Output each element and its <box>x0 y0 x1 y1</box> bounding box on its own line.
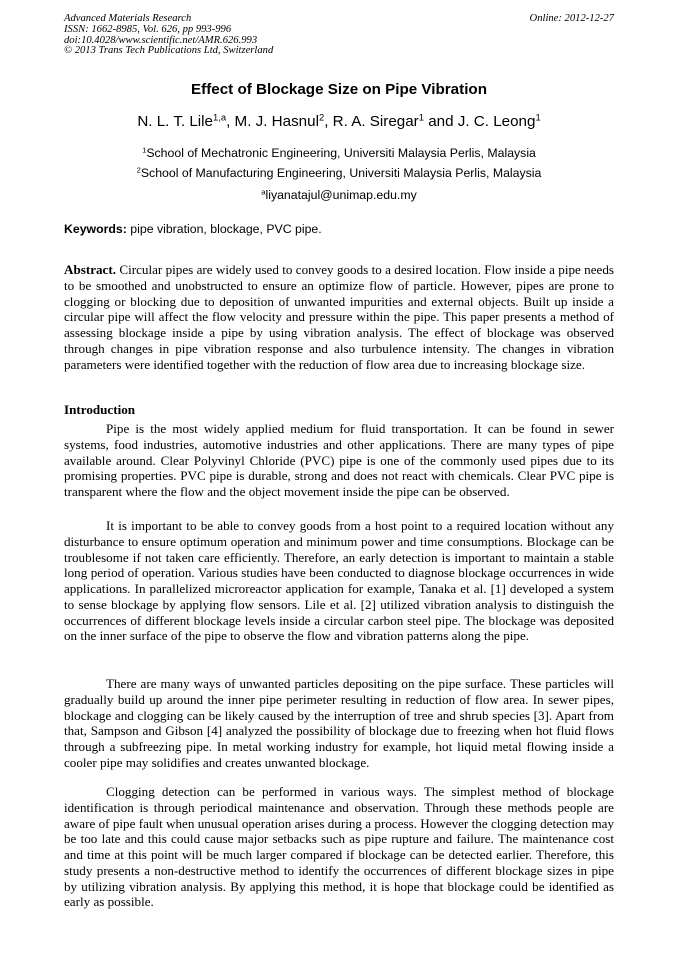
author-affil-sup: 1 <box>535 111 541 123</box>
online-date: Online: 2012-12-27 <box>529 13 614 24</box>
author-affil-sup: 1 <box>418 111 424 123</box>
author-list <box>0 113 678 130</box>
author-name: R. A. Siregar <box>332 113 419 130</box>
doi-link[interactable]: doi:10.4028/www.scientific.net/AMR.626.993 <box>64 34 258 46</box>
affiliation-text: School of Manufacturing Engineering, Universiti Malaysia Perlis, Malaysia <box>140 166 542 180</box>
affiliation-sup: 1 <box>142 145 147 155</box>
keywords-label: Keywords: <box>64 222 127 236</box>
author-name: M. J. Hasnul <box>234 113 319 130</box>
abstract <box>64 262 614 372</box>
author-affil-sup: 2 <box>318 111 325 123</box>
corresponding-email <box>0 188 678 202</box>
section-heading-introduction: Introduction <box>64 402 136 417</box>
paper-title: Effect of Blockage Size on Pipe Vibration <box>191 81 487 98</box>
copyright: © 2013 Trans Tech Publications Ltd, Switzerland <box>64 45 274 57</box>
abstract-label: Abstract. <box>64 262 116 277</box>
author-name: J. C. Leong <box>457 113 536 130</box>
journal-header <box>64 14 273 57</box>
keywords-text: pipe vibration, blockage, PVC pipe. <box>126 222 322 236</box>
author-separator: , <box>226 113 235 130</box>
keywords <box>64 222 322 236</box>
affiliation-text: School of Mechatronic Engineering, Universiti Malaysia Perlis, Malaysia <box>146 146 536 160</box>
abstract-text: Circular pipes are widely used to convey goods to a desired location. Flow inside a pipe needs to be smoothed and unobstructed to ensure an optimize flow of particle. However, pipes are prone to clogging or blocking due to deposition of unwanted impurities and external objects. Built up inside a circular pipe will affect the flow velocity and pressure within the pipe. This paper presents a method of assessing blockage inside a pipe by using vibration analysis. The effect of blockage was observed through changes in pipe vibration response and also turbulence intensity. The changes in vibration parameters were identified together with the reduction of flow area due to increasing blockage size. <box>64 262 614 372</box>
author-affil-sup: 1,a <box>213 111 227 123</box>
intro-paragraph-1: Pipe is the most widely applied medium for fluid transportation. It can be found in sewer systems, food industries, automotive industries and other applications. There are many types of pipe available around. Clear Polyvinyl Chloride (PVC) pipe is one of the commonly used pipes due to its promising properties. PVC pipe is durable, strong and does not react with chemicals. Clear PVC pipe is transparent where the flow and the object movement inside the pipe can be observed. <box>64 421 614 499</box>
journal-name: Advanced Materials Research <box>64 13 192 24</box>
affiliation-1 <box>0 146 678 160</box>
intro-paragraph-2: It is important to be able to convey goods from a host point to a required location without any disturbance to ensure optimum operation and minimum power and time consumptions. Blockage can be troublesome if not taken care efficiently. Therefore, an early detection is important to maintain a stable long period of operation. Various studies have been conducted to diagnose blockage occurrences in wide applications. In parallelized microreactor application for example, Tanaka et al. [1] developed a system to sense blockage by applying flow sensors. Lile et al. [2] utilized vibration analysis to distinguish the occurrences of different blockage levels inside a circular carbon steel pipe. The blockage was deposited on the inner surface of the pipe to observe the flow and vibration patterns along the pipe. <box>64 518 614 644</box>
intro-paragraph-4: Clogging detection can be performed in various ways. The simplest method of blockage identification is through periodical maintenance and observation. Through these methods people are aware of pipe fault when unusual operation arises during a process. However the clogging detection may be too late and this could cause major setbacks such as pipe rupture and failure. The maintenance cost and time at this point will be much larger compared if blockage can be detected earlier. Therefore, this study presents a non-destructive method to identify the occurrences of different blockage sizes in pipe by utilizing vibration analysis. By applying this method, it is hope that blockage could be identified as early as possible. <box>64 784 614 910</box>
issn-info: ISSN: 1662-8985, Vol. 626, pp 993-996 <box>64 23 232 35</box>
intro-paragraph-3: There are many ways of unwanted particles depositing on the pipe surface. These particles will gradually build up around the inner pipe perimeter resulting in reduction of flow area. In sewer pipes, blockage and clogging can be likely caused by the interruption of tree and shrub species [3]. Apart from that, Sampson and Gibson [4] analyzed the possibility of blockage due to freezing when hot fluid flows through a subfreezing pipe. In metal working industry for example, hot liquid metal flowing inside a cooler pipe may solidifies and creates unwanted blockage. <box>64 676 614 770</box>
email-link[interactable]: liyanatajul@unimap.edu.my <box>265 188 417 202</box>
author-separator: and <box>423 113 458 130</box>
affiliation-sup: a <box>261 187 266 197</box>
author-separator: , <box>324 113 333 130</box>
affiliation-2 <box>0 166 678 180</box>
author-name: N. L. T. Lile <box>137 113 214 130</box>
affiliation-sup: 2 <box>136 165 141 175</box>
